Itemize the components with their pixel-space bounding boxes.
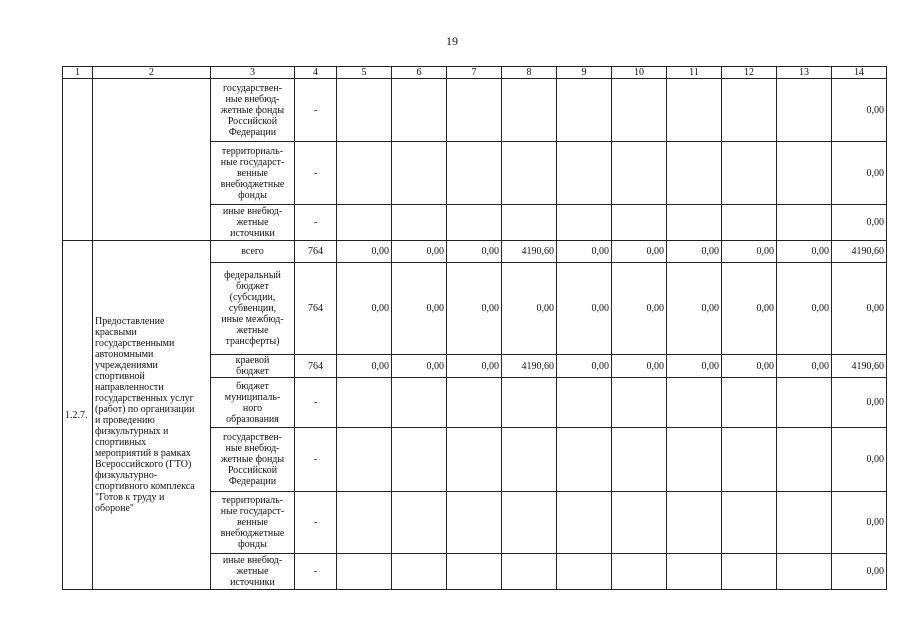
year-value [612,428,667,492]
year-value: 0,00 [392,355,447,378]
item-name: Предоставление красвыми государственными автономными учреждениями спортивной направленности государственных услуг (работ) по организации и проведению физкультурных и спортивных мероприятий в рамках Всероссийского (ГТО) физкультурно- спортивного комплекса "Готов к труду и обороне" [93,241,211,590]
year-value: 0,00 [337,241,392,263]
year-value [502,205,557,241]
year-value [667,554,722,590]
year-value: 0,00 [612,241,667,263]
budget-table [62,66,887,590]
year-value [722,492,777,554]
funding-source: государствен- ные внебюд- жетные фонды Российской Федерации [211,79,295,142]
year-value [777,378,832,428]
year-value: 0,00 [777,263,832,355]
row-total: 4190,60 [832,241,887,263]
page-number: 19 [446,34,458,48]
year-value: 0,00 [667,263,722,355]
funding-source: иные внебюд- жетные источники [211,554,295,590]
row-total: 0,00 [832,79,887,142]
year-value [612,378,667,428]
year-value: 0,00 [722,263,777,355]
year-value [502,378,557,428]
funding-source: территориаль- ные государст- венные внебюджетные фонды [211,142,295,205]
funding-source: федеральный бюджет (субсидии, субвенции, иные межбюд- жетные трансферты) [211,263,295,355]
year-value: 0,00 [502,263,557,355]
funding-source: краевой бюджет [211,355,295,378]
grbs-code: - [295,428,337,492]
year-value [557,205,612,241]
year-value [612,492,667,554]
year-value: 0,00 [612,263,667,355]
year-value: 0,00 [447,263,502,355]
year-value: 0,00 [447,241,502,263]
grbs-code: - [295,205,337,241]
year-value [337,492,392,554]
column-header: 12 [722,67,777,79]
item-number [63,79,93,241]
year-value [667,205,722,241]
grbs-code: - [295,79,337,142]
year-value: 0,00 [557,241,612,263]
table-row [63,241,887,263]
year-value: 0,00 [557,355,612,378]
column-header: 9 [557,67,612,79]
funding-source: бюджет муниципаль- ного образования [211,378,295,428]
year-value [612,554,667,590]
row-total: 0,00 [832,263,887,355]
year-value: 0,00 [337,263,392,355]
row-total: 0,00 [832,378,887,428]
year-value [557,79,612,142]
year-value: 0,00 [337,355,392,378]
year-value [557,554,612,590]
year-value [777,79,832,142]
year-value [557,142,612,205]
year-value [502,79,557,142]
column-header: 1 [63,67,93,79]
year-value [502,142,557,205]
funding-source: иные внебюд- жетные источники [211,205,295,241]
funding-source: государствен- ные внебюд- жетные фонды Российской Федерации [211,428,295,492]
year-value [337,378,392,428]
column-header: 14 [832,67,887,79]
column-header: 11 [667,67,722,79]
column-header: 4 [295,67,337,79]
year-value: 0,00 [722,241,777,263]
row-total: 4190,60 [832,355,887,378]
year-value [722,378,777,428]
year-value [502,492,557,554]
year-value [667,428,722,492]
row-total: 0,00 [832,142,887,205]
year-value [392,205,447,241]
year-value [502,428,557,492]
row-total: 0,00 [832,554,887,590]
year-value [447,492,502,554]
grbs-code: - [295,554,337,590]
year-value [447,428,502,492]
column-header: 5 [337,67,392,79]
year-value [777,492,832,554]
year-value [722,428,777,492]
year-value [502,554,557,590]
year-value [777,554,832,590]
year-value [392,142,447,205]
year-value [722,554,777,590]
year-value [447,79,502,142]
year-value: 0,00 [777,241,832,263]
year-value [337,205,392,241]
column-header: 7 [447,67,502,79]
year-value [392,428,447,492]
year-value [392,492,447,554]
year-value [722,142,777,205]
year-value [612,205,667,241]
year-value: 0,00 [777,355,832,378]
year-value [667,79,722,142]
row-total: 0,00 [832,428,887,492]
year-value [447,378,502,428]
year-value [667,492,722,554]
year-value: 0,00 [557,263,612,355]
year-value: 4190,60 [502,355,557,378]
year-value [337,554,392,590]
year-value [722,205,777,241]
year-value [557,492,612,554]
year-value [392,79,447,142]
item-name [93,79,211,241]
year-value [337,428,392,492]
year-value: 0,00 [447,355,502,378]
grbs-code: 764 [295,355,337,378]
year-value [337,142,392,205]
year-value: 0,00 [667,241,722,263]
year-value [777,142,832,205]
year-value [392,378,447,428]
item-number: 1.2.7. [63,241,93,590]
year-value [612,142,667,205]
year-value [447,142,502,205]
grbs-code: 764 [295,263,337,355]
year-value [447,554,502,590]
year-value [337,79,392,142]
year-value: 0,00 [722,355,777,378]
year-value [612,79,667,142]
funding-source: территориаль- ные государст- венные внебюджетные фонды [211,492,295,554]
year-value [667,142,722,205]
year-value: 4190,60 [502,241,557,263]
funding-source: всего [211,241,295,263]
year-value: 0,00 [667,355,722,378]
year-value: 0,00 [392,263,447,355]
year-value [557,428,612,492]
year-value [722,79,777,142]
year-value [557,378,612,428]
column-header: 6 [392,67,447,79]
year-value [777,428,832,492]
column-header: 10 [612,67,667,79]
year-value: 0,00 [612,355,667,378]
row-total: 0,00 [832,205,887,241]
year-value [777,205,832,241]
table-row [63,79,887,142]
row-total: 0,00 [832,492,887,554]
year-value: 0,00 [392,241,447,263]
table-body [63,79,887,590]
grbs-code: 764 [295,241,337,263]
year-value [392,554,447,590]
grbs-code: - [295,492,337,554]
year-value [447,205,502,241]
column-number-row [63,67,887,79]
column-header: 3 [211,67,295,79]
column-header: 8 [502,67,557,79]
grbs-code: - [295,142,337,205]
year-value [667,378,722,428]
column-header: 2 [93,67,211,79]
grbs-code: - [295,378,337,428]
column-header: 13 [777,67,832,79]
